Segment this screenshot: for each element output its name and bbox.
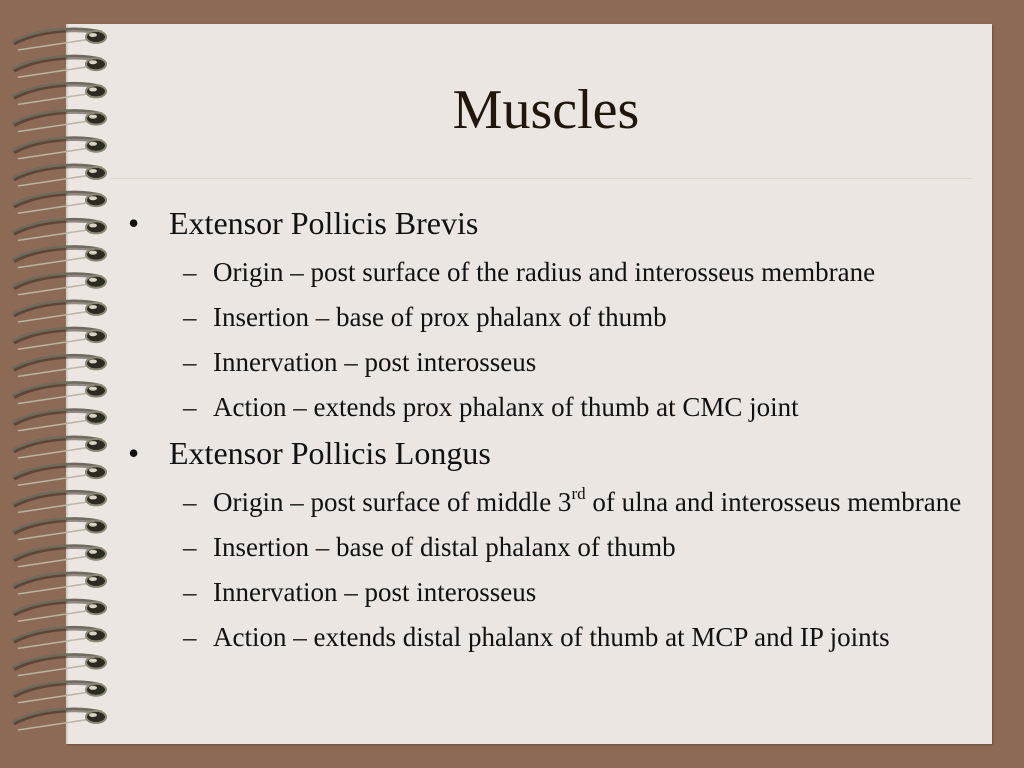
coil-ring-icon xyxy=(12,29,106,50)
dash-icon: – xyxy=(183,347,197,377)
origin-text-end: of ulna and interosseus membrane xyxy=(585,487,962,517)
sub-bullet-innervation xyxy=(128,344,978,380)
sub-bullet-text: Insertion – base of distal phalanx of thumb xyxy=(213,532,676,562)
ordinal-suffix: rd xyxy=(571,484,586,503)
sub-bullet-insertion xyxy=(128,529,978,565)
coil-ring-icon xyxy=(12,246,106,267)
sub-bullet-action xyxy=(128,389,978,425)
dash-icon: – xyxy=(183,622,197,652)
sub-bullet-insertion xyxy=(128,299,978,335)
sub-bullet-innervation xyxy=(128,574,978,610)
coil-ring-icon xyxy=(12,682,106,703)
bullet-icon: • xyxy=(128,435,140,471)
coil-ring-icon xyxy=(12,56,106,77)
bullet-extensor-pollicis-longus xyxy=(128,433,978,473)
sub-bullet-text xyxy=(213,484,962,517)
sub-bullet-text: Origin – post surface of the radius and interosseus membrane xyxy=(213,257,876,287)
coil-ring-icon xyxy=(12,437,106,458)
slide-title: Muscles xyxy=(452,79,640,141)
sub-bullet-action xyxy=(128,619,978,655)
sub-bullet-text: Innervation – post interosseus xyxy=(213,577,537,607)
coil-ring-icon xyxy=(12,491,106,512)
coil-ring-icon xyxy=(12,627,106,648)
sub-bullet-text: Insertion – base of prox phalanx of thumb xyxy=(213,302,667,332)
origin-text-start: Origin – post surface of middle 3 xyxy=(213,487,572,517)
coil-ring-icon xyxy=(12,192,106,213)
section-heading: Extensor Pollicis Longus xyxy=(169,435,491,471)
coil-ring-icon xyxy=(12,274,106,295)
coil-ring-icon xyxy=(12,301,106,322)
sub-bullet-origin xyxy=(128,484,978,520)
dash-icon: – xyxy=(183,392,197,422)
dash-icon: – xyxy=(183,532,197,562)
coil-ring-icon xyxy=(12,410,106,431)
coil-ring-icon xyxy=(12,355,106,376)
coil-ring-icon xyxy=(12,600,106,621)
dash-icon: – xyxy=(183,577,197,607)
sub-bullet-text: Innervation – post interosseus xyxy=(213,347,537,377)
coil-ring-icon xyxy=(12,219,106,240)
coil-ring-icon xyxy=(12,709,106,730)
section-heading: Extensor Pollicis Brevis xyxy=(169,205,479,241)
bullet-icon: • xyxy=(128,205,140,241)
bullet-extensor-pollicis-brevis xyxy=(128,203,978,243)
dash-icon: – xyxy=(183,257,197,287)
bullet-list xyxy=(128,202,978,655)
dash-icon: – xyxy=(183,487,197,517)
title-divider xyxy=(110,178,972,179)
coil-ring-icon xyxy=(12,328,106,349)
coil-ring-icon xyxy=(12,165,106,186)
coil-ring-icon xyxy=(12,382,106,403)
coil-ring-icon xyxy=(12,654,106,675)
dash-icon: – xyxy=(183,302,197,332)
sub-bullet-origin xyxy=(128,254,978,290)
sub-bullet-text: Action – extends prox phalanx of thumb at CMC joint xyxy=(213,392,799,422)
sub-bullet-text: Action – extends distal phalanx of thumb at MCP and IP joints xyxy=(213,622,890,652)
coil-ring-icon xyxy=(12,546,106,567)
coil-ring-icon xyxy=(12,464,106,485)
coil-ring-icon xyxy=(12,518,106,539)
coil-ring-icon xyxy=(12,573,106,594)
